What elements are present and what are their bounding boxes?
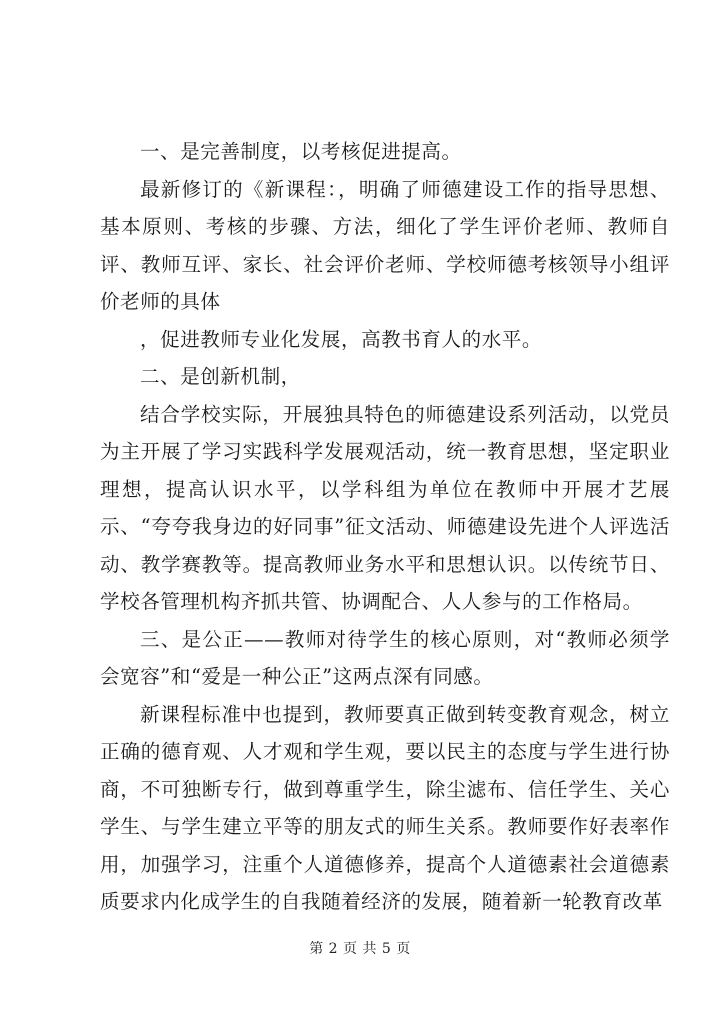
paragraph-2: 最新修订的《新课程：，明确了师德建设工作的指导思想、基本原则、考核的步骤、方法，细化了学生评价老师、教师自评、教师互评、家长、社会评价老师、学校师德考核领导小组评价老师的具体 bbox=[100, 177, 670, 313]
document-body bbox=[100, 133, 670, 921]
paragraph-3: ，促进教师专业化发展，高教书育人的水平。 bbox=[140, 327, 543, 351]
page-footer: 第 2 页 共 5 页 bbox=[309, 941, 411, 957]
paragraph-5: 结合学校实际，开展独具特色的师德建设系列活动，以党员为主开展了学习实践科学发展观活动，统一教育思想，坚定职业理想，提高认识水平，以学科组为单位在教师中开展才艺展示、“夸夸我身边的好同事”征文活动、师德建设先进个人评选活动、教学赛教等。提高教师业务水平和思想认识。以传统节日、学校各管理机构齐抓共管、协调配合、人人参与的工作格局。 bbox=[100, 402, 670, 613]
paragraph-7: 新课程标准中也提到，教师要真正做到转变教育观念，树立正确的德育观、人才观和学生观，要以民主的态度与学生进行协商，不可独断专行，做到尊重学生，除尘滤布、信任学生、关心学生、与学生建立平等的朋友式的师生关系。教师要作好表率作用，加强学习，注重个人道德修养，提高个人道德素社会道德素质要求内化成学生的自我随着经济的发展，随着新一轮教育改革 bbox=[100, 702, 670, 913]
paragraph-6: 三、是公正——教师对待学生的核心原则，对“教师必须学会宽容”和“爱是一种公正”这两点深有同感。 bbox=[100, 627, 670, 688]
paragraph-1: 一、是完善制度，以考核促进提高。 bbox=[140, 140, 462, 163]
paragraph-4: 二、是创新机制， bbox=[140, 365, 301, 388]
